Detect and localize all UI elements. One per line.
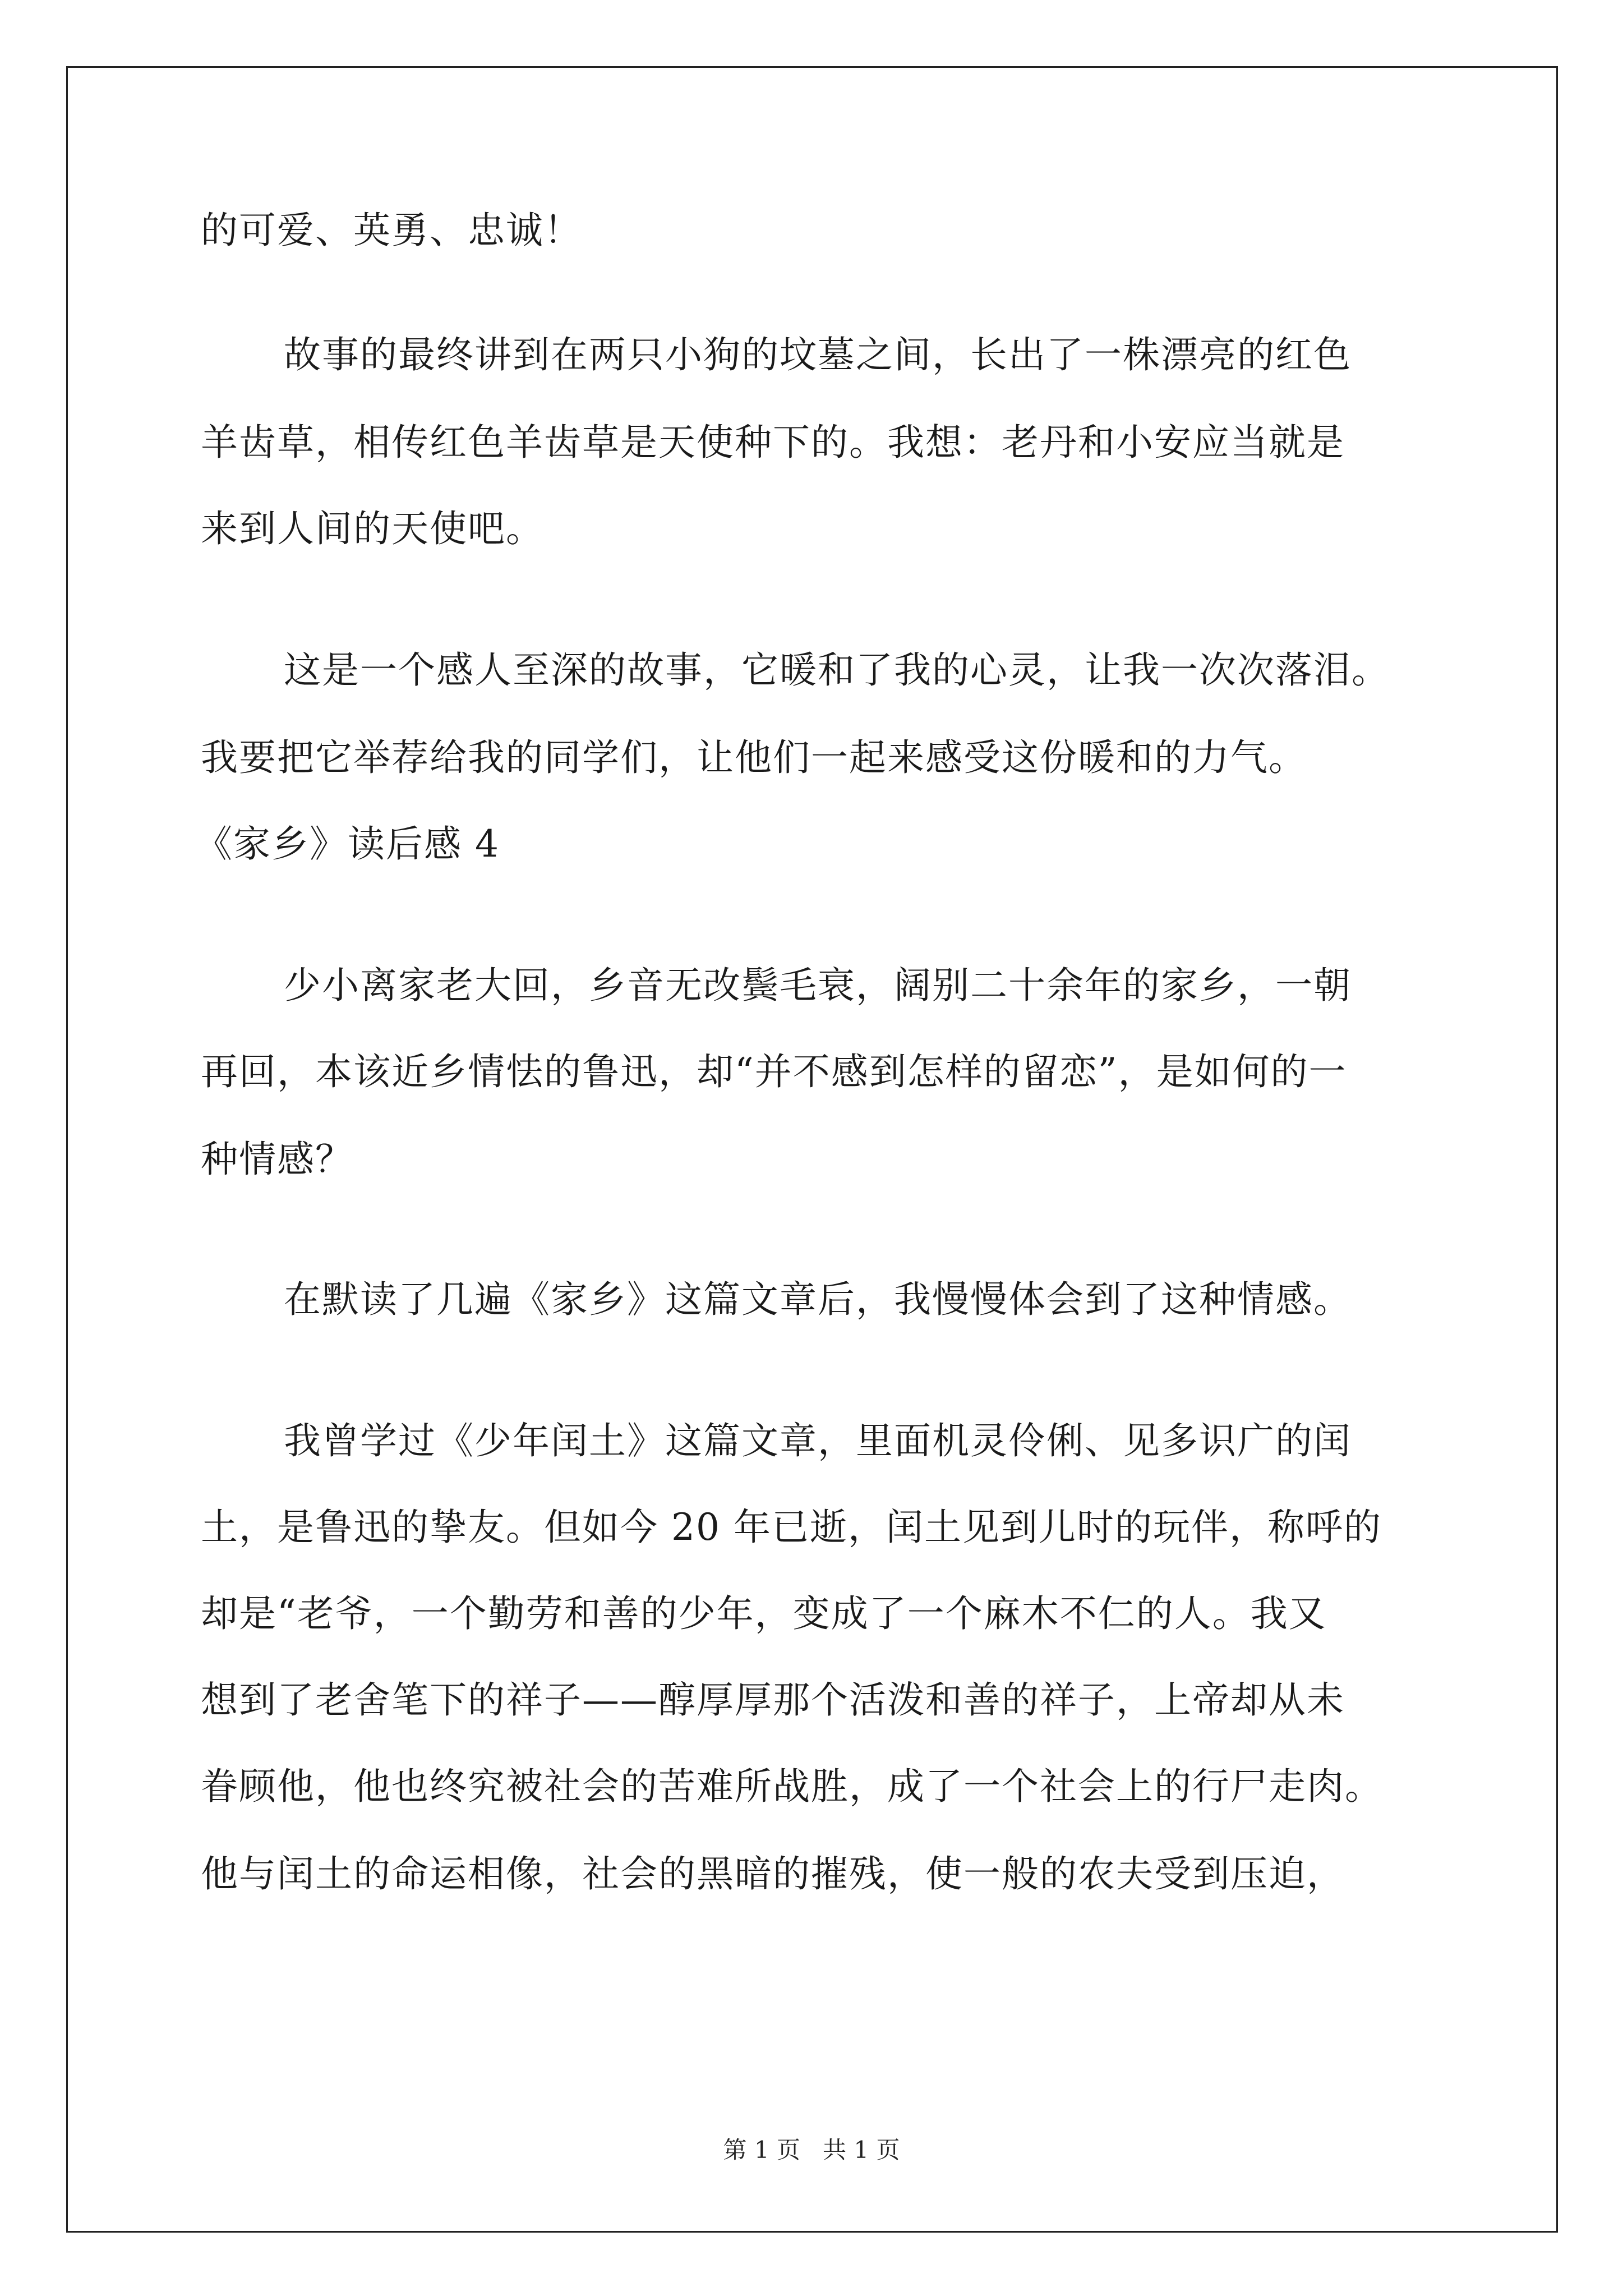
text-line: 来到人间的天使吧。 xyxy=(201,507,544,550)
page-footer: 第 1 页 共 1 页 xyxy=(723,2136,900,2164)
text-line: 这是一个感人至深的故事，它暖和了我的心灵，让我一次次落泪。 xyxy=(284,648,1390,692)
text-line: 土，是鲁迅的挚友。但如今 20 年已逝，闰土见到儿时的玩伴，称呼的 xyxy=(201,1506,1382,1549)
text-line: 种情感？ xyxy=(201,1138,353,1181)
text-line: 少小离家老大回，乡音无改鬓毛衰，阔别二十余年的家乡，一朝 xyxy=(284,964,1352,1007)
text-line: 想到了老舍笔下的祥子——醇厚厚那个活泼和善的祥子，上帝却从未 xyxy=(201,1678,1345,1722)
text-line: 我曾学过《少年闰土》这篇文章，里面机灵伶俐、见多识广的闰 xyxy=(284,1419,1352,1462)
text-line: 他与闰土的命运相像，社会的黑暗的摧残，使一般的农夫受到压迫， xyxy=(201,1852,1345,1895)
section-heading: 《家乡》读后感 4 xyxy=(195,822,500,866)
text-line: 在默读了几遍《家乡》这篇文章后，我慢慢体会到了这种情感。 xyxy=(284,1278,1352,1321)
text-line: 故事的最终讲到在两只小狗的坟墓之间，长出了一株漂亮的红色 xyxy=(284,333,1352,376)
text-line: 却是“老爷，一个勤劳和善的少年，变成了一个麻木不仁的人。我又 xyxy=(201,1592,1327,1635)
text-line: 眷顾他，他也终究被社会的苦难所战胜，成了一个社会上的行尸走肉。 xyxy=(201,1765,1383,1808)
text-line: 的可爱、英勇、忠诚！ xyxy=(201,209,582,252)
text-line: 再回，本该近乡情怯的鲁迅，却“并不感到怎样的留恋”，是如何的一 xyxy=(201,1050,1347,1093)
text-line: 羊齿草，相传红色羊齿草是天使种下的。我想：老丹和小安应当就是 xyxy=(201,421,1345,464)
text-line: 我要把它举荐给我的同学们，让他们一起来感受这份暖和的力气。 xyxy=(201,736,1307,779)
